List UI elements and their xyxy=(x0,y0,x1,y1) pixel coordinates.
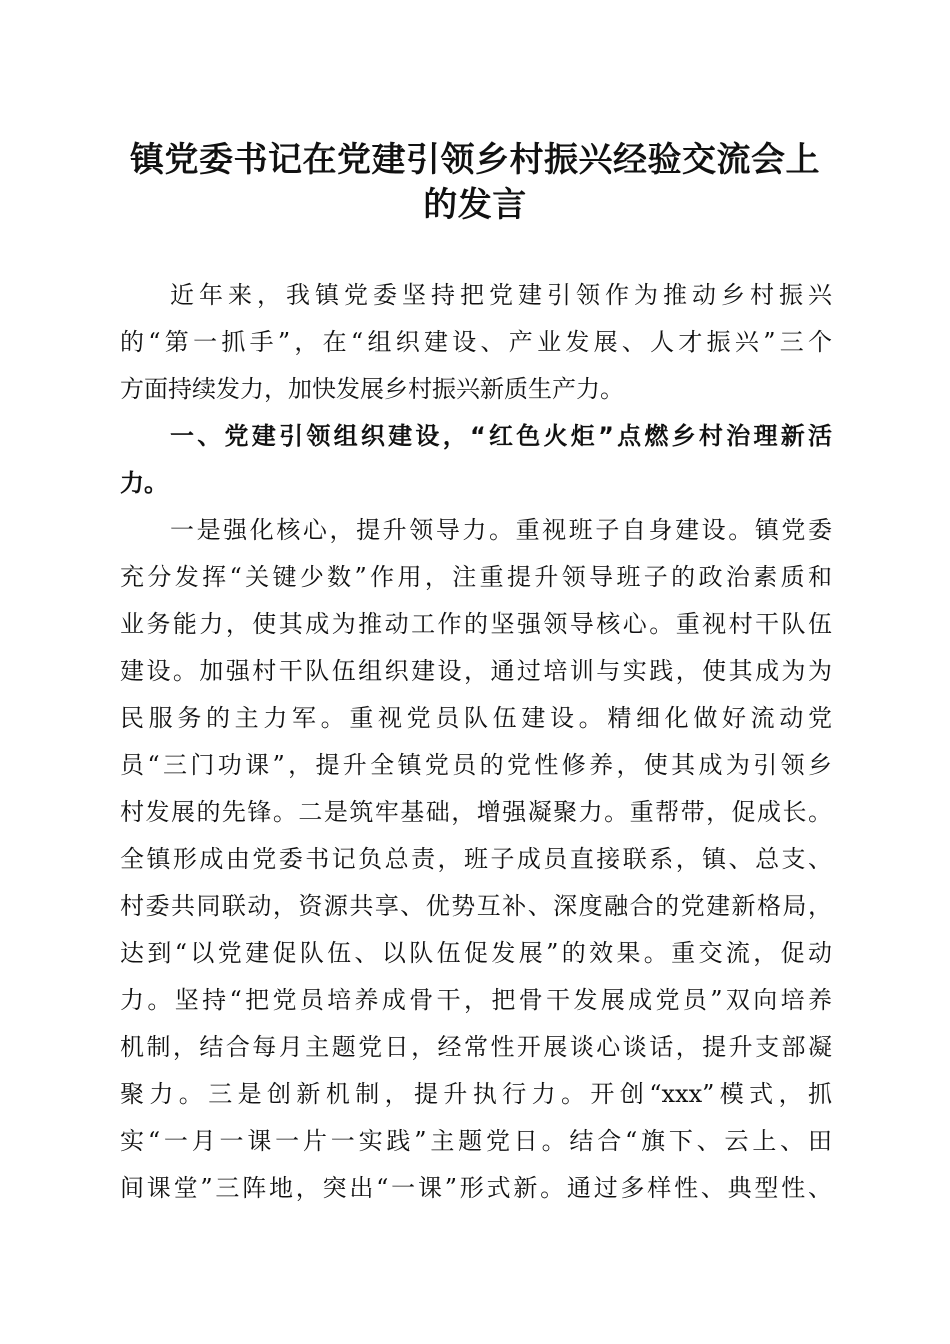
document-body xyxy=(120,272,832,1212)
body-line: 力。坚持“把党员培养成骨干，把骨干发展成党员”双向培养 xyxy=(120,986,832,1014)
document-title-line-1: 镇党委书记在党建引领乡村振兴经验交流会上 xyxy=(130,140,820,180)
document-title-line-2: 的发言 xyxy=(423,185,527,225)
body-line: 村发展的先锋。二是筑牢基础，增强凝聚力。重帮带，促成长。 xyxy=(120,798,832,826)
body-line: 村委共同联动，资源共享、优势互补、深度融合的党建新格局， xyxy=(120,892,832,920)
body-line: 民服务的主力军。重视党员队伍建设。精细化做好流动党 xyxy=(120,704,832,732)
section-heading-1-cont: 力。 xyxy=(120,469,168,497)
body-line: 一是强化核心，提升领导力。重视班子自身建设。镇党委 xyxy=(170,516,832,544)
body-line: 员“三门功课”，提升全镇党员的党性修养，使其成为引领乡 xyxy=(120,751,832,779)
body-line: 近年来，我镇党委坚持把党建引领作为推动乡村振兴 xyxy=(170,281,832,309)
body-line: 聚力。三是创新机制，提升执行力。开创“xxx”模式，抓 xyxy=(120,1080,832,1108)
section-heading-1: 一、党建引领组织建设，“红色火炬”点燃乡村治理新活 xyxy=(170,422,832,450)
body-line: 建设。加强村干队伍组织建设，通过培训与实践，使其成为为 xyxy=(120,657,832,685)
body-line: 充分发挥“关键少数”作用，注重提升领导班子的政治素质和 xyxy=(120,563,832,591)
body-line: 间课堂”三阵地，突出“一课”形式新。通过多样性、典型性、 xyxy=(120,1174,832,1202)
body-line: 的“第一抓手”，在“组织建设、产业发展、人才振兴”三个 xyxy=(120,328,832,356)
body-line: 机制，结合每月主题党日，经常性开展谈心谈话，提升支部凝 xyxy=(120,1033,832,1061)
body-line: 达到“以党建促队伍、以队伍促发展”的效果。重交流，促动 xyxy=(120,939,832,967)
body-line: 业务能力，使其成为推动工作的坚强领导核心。重视村干队伍 xyxy=(120,610,832,638)
body-line: 全镇形成由党委书记负总责，班子成员直接联系，镇、总支、 xyxy=(120,845,832,873)
body-line: 方面持续发力，加快发展乡村振兴新质生产力。 xyxy=(120,375,624,403)
body-line: 实“一月一课一片一实践”主题党日。结合“旗下、云上、田 xyxy=(120,1127,832,1155)
